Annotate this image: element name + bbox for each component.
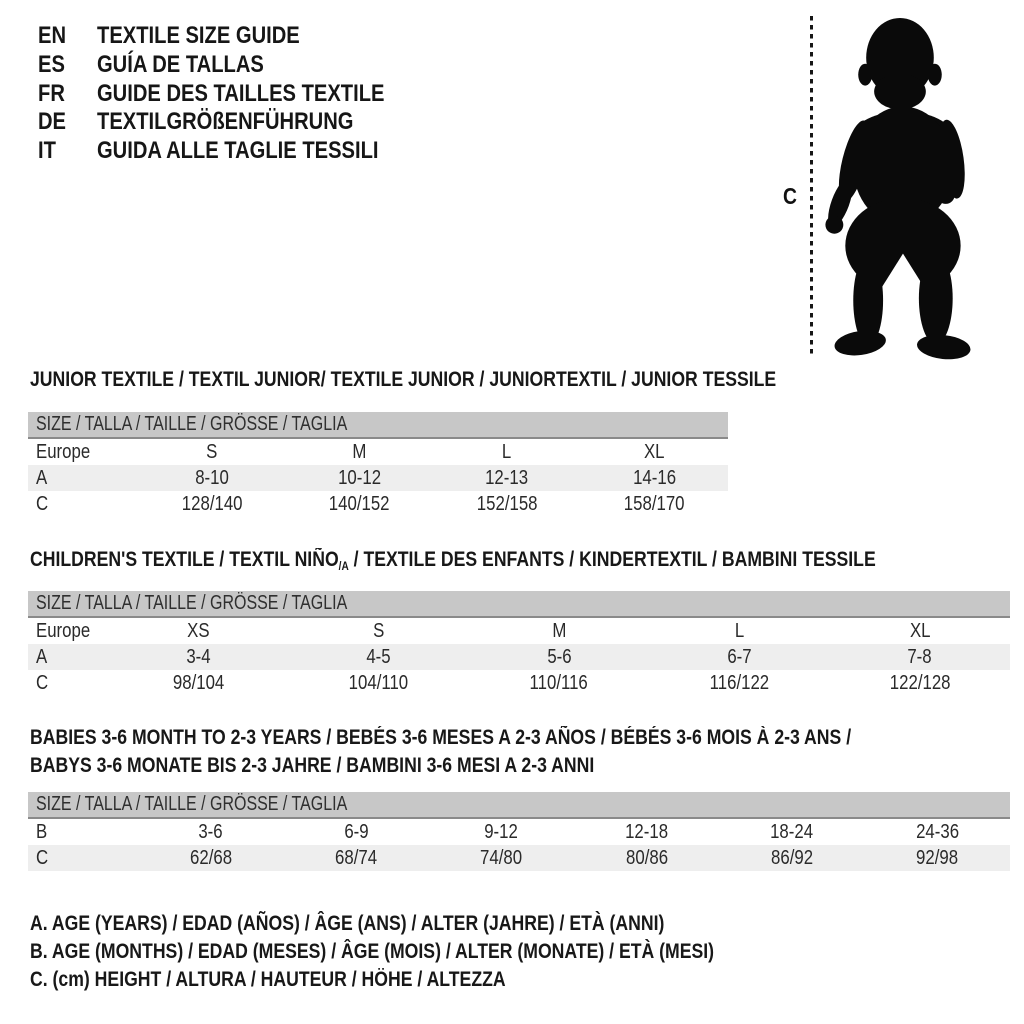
language-row <box>38 80 439 109</box>
size-cell: 7-8 <box>907 645 932 668</box>
section-title-children <box>30 546 1024 580</box>
size-cell: 24-36 <box>915 820 959 843</box>
row-label: C <box>36 492 49 515</box>
size-cell: 6-9 <box>343 820 369 843</box>
size-header-bar <box>28 792 1010 818</box>
section-title-junior <box>30 366 918 393</box>
size-cell: 4-5 <box>366 645 391 668</box>
language-row <box>38 137 439 166</box>
legend <box>30 910 844 994</box>
size-cell: 62/68 <box>189 846 232 869</box>
size-cell: S <box>372 619 385 642</box>
language-code: FR <box>38 79 65 107</box>
size-cell: L <box>502 440 512 463</box>
section-title-text: CHILDREN'S TEXTILE / TEXTIL $NIÑO_{/A}$ / TEXTILE DES ENFANTS / KINDERTEXTIL / BAMBINI TESSILE <box>30 548 876 573</box>
size-cell: 128/140 <box>181 492 243 515</box>
size-cell: 98/104 <box>172 671 224 694</box>
size-cell: 12-18 <box>625 820 669 843</box>
title-subscript: /A <box>338 559 349 573</box>
legend-line-c: C. (cm) HEIGHT / ALTURA / HAUTEUR / HÖHE / ALTEZZA <box>30 968 506 991</box>
size-cell: S <box>206 440 218 463</box>
language-title-list <box>38 22 439 166</box>
size-cell: 5-6 <box>546 645 572 668</box>
language-code: IT <box>38 137 56 165</box>
size-cell: XL <box>909 619 931 642</box>
size-cell: 116/122 <box>709 671 770 694</box>
size-cell: M <box>551 619 566 642</box>
size-cell: 68/74 <box>334 846 378 869</box>
language-row <box>38 22 439 51</box>
size-header-label: SIZE / TALLA / TAILLE / GRÖSSE / TAGLIA <box>36 793 348 815</box>
legend-line-b: B. AGE (MONTHS) / EDAD (MESES) / ÂGE (MOIS) / ALTER (MONATE) / ETÀ (MESI) <box>30 940 715 963</box>
children-size-table <box>28 591 1010 696</box>
row-label: B <box>36 820 48 843</box>
row-label: C <box>36 671 49 694</box>
table-row <box>28 644 1010 670</box>
babies-size-table <box>28 792 1010 871</box>
table-row <box>28 491 728 517</box>
language-title: TEXTILE SIZE GUIDE <box>97 22 300 49</box>
language-title: GUIDE DES TAILLES TEXTILE <box>97 79 385 107</box>
size-cell: M <box>352 440 367 463</box>
size-cell: 152/158 <box>476 492 538 515</box>
size-cell: 104/110 <box>348 671 409 694</box>
table-row <box>28 670 1010 696</box>
height-measure-dotted-line <box>810 16 813 356</box>
size-header-bar <box>28 412 728 438</box>
section-title-text: BABYS 3-6 MONATE BIS 2-3 JAHRE / BAMBINI 3-6 MESI A 2-3 ANNI <box>30 754 595 777</box>
size-cell: 110/116 <box>529 671 589 694</box>
size-cell: 122/128 <box>889 671 951 694</box>
size-cell: 86/92 <box>770 846 813 869</box>
row-label: Europe <box>36 619 91 642</box>
row-label: A <box>36 466 48 489</box>
section-title-babies-line1 <box>30 724 1008 751</box>
size-cell: 3-6 <box>198 820 223 843</box>
size-cell: 92/98 <box>916 846 959 869</box>
size-cell: 8-10 <box>194 466 229 489</box>
section-title-text: BABIES 3-6 MONTH TO 2-3 YEARS / BEBÉS 3-6 MESES A 2-3 AÑOS / BÉBÉS 3-6 MOIS À 2-3 ANS / <box>30 726 852 749</box>
size-cell: 9-12 <box>484 820 519 843</box>
language-title: GUIDA ALLE TAGLIE TESSILI <box>97 137 379 165</box>
size-cell: 140/152 <box>328 492 390 515</box>
size-cell: L <box>734 619 745 642</box>
language-title: GUÍA DE TALLAS <box>97 50 264 78</box>
language-row <box>38 108 439 137</box>
size-cell: 80/86 <box>625 846 668 869</box>
size-cell: XL <box>643 440 665 463</box>
language-code: DE <box>38 108 67 136</box>
language-title: TEXTILGRÖßENFÜHRUNG <box>97 108 354 136</box>
size-cell: 10-12 <box>337 466 381 489</box>
section-title-babies-line2 <box>30 752 702 779</box>
size-header-label: SIZE / TALLA / TAILLE / GRÖSSE / TAGLIA <box>36 413 348 435</box>
size-header-label: SIZE / TALLA / TAILLE / GRÖSSE / TAGLIA <box>36 592 348 614</box>
size-cell: 74/80 <box>480 846 523 869</box>
height-measure-label: C <box>783 183 797 209</box>
size-cell: 6-7 <box>727 645 752 668</box>
row-label: C <box>36 846 49 869</box>
junior-size-table <box>28 412 728 517</box>
language-code: EN <box>38 22 67 49</box>
section-title-text: JUNIOR TEXTILE / TEXTIL JUNIOR/ TEXTILE JUNIOR / JUNIORTEXTIL / JUNIOR TESSILE <box>30 368 777 391</box>
size-cell: 14-16 <box>632 466 676 489</box>
size-cell: 3-4 <box>186 645 211 668</box>
size-cell: 18-24 <box>770 820 814 843</box>
table-row <box>28 617 1010 644</box>
size-cell: XS <box>186 619 210 642</box>
row-label: A <box>36 645 48 668</box>
language-code: ES <box>38 50 65 78</box>
table-row <box>28 818 1010 845</box>
table-row <box>28 845 1010 871</box>
table-row <box>28 438 728 465</box>
size-cell: 158/170 <box>623 492 685 515</box>
language-row <box>38 51 439 80</box>
size-cell: 12-13 <box>485 466 529 489</box>
toddler-silhouette-icon <box>818 12 978 360</box>
legend-line-a: A. AGE (YEARS) / EDAD (AÑOS) / ÂGE (ANS) / ALTER (JAHRE) / ETÀ (ANNI) <box>30 912 665 935</box>
row-label: Europe <box>36 440 91 463</box>
size-header-bar <box>28 591 1010 617</box>
table-row <box>28 465 728 491</box>
